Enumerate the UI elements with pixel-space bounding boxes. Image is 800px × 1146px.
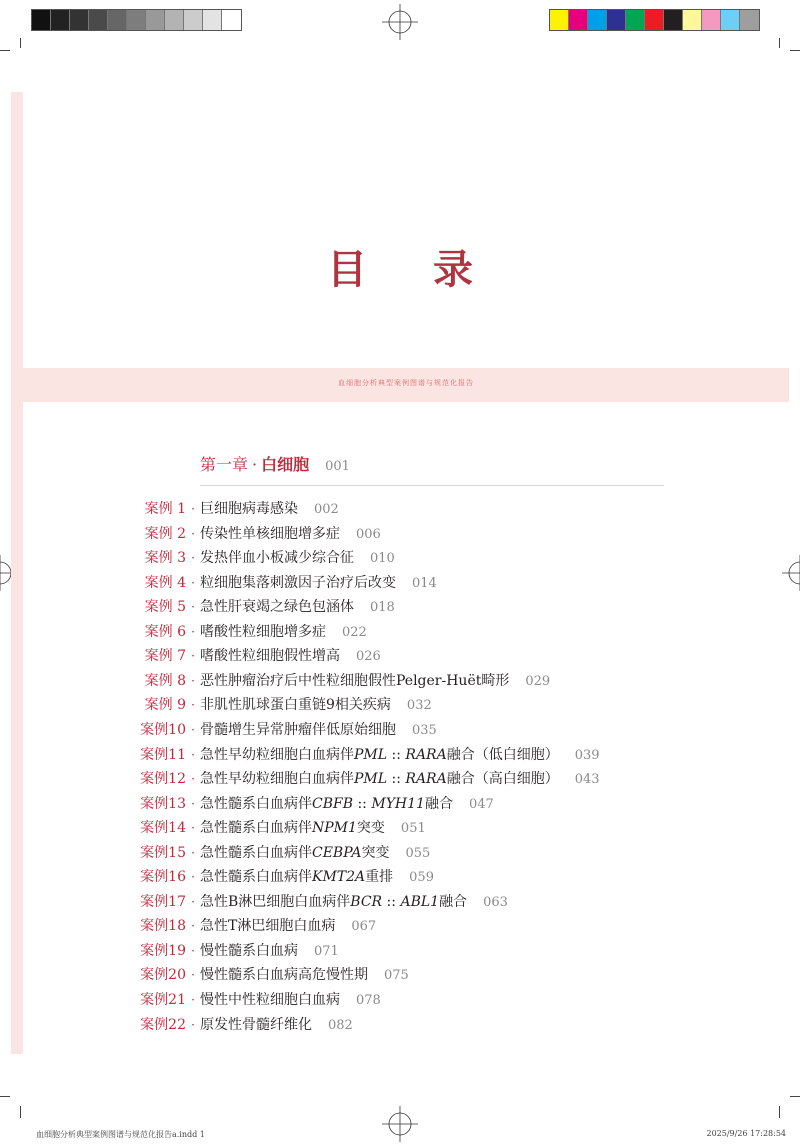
color-swatch [740, 10, 759, 30]
crop-mark [20, 38, 21, 48]
separator-dot: · [191, 845, 195, 860]
color-swatch [721, 10, 740, 30]
toc-entry-label: 案例22 [140, 1016, 186, 1033]
registration-mark-right [782, 555, 800, 591]
crop-mark [20, 1106, 21, 1118]
color-swatch [32, 10, 51, 30]
separator-dot: · [191, 649, 195, 664]
toc-entry-page-number: 002 [314, 502, 339, 517]
color-swatch [683, 10, 702, 30]
page-title: 目 录 [327, 246, 499, 293]
toc-entry-title: 非肌性肌球蛋白重链9相关疾病 [200, 697, 391, 714]
toc-entry[interactable] [100, 768, 600, 790]
crop-mark [779, 1106, 780, 1118]
toc-entry-title: 慢性髓系白血病高危慢性期 [200, 967, 368, 984]
toc-entry[interactable] [100, 866, 434, 888]
separator-dot: · [191, 894, 195, 909]
registration-mark-top [382, 4, 418, 40]
separator-dot: · [191, 526, 195, 541]
toc-entry-page-number: 022 [342, 624, 367, 640]
crop-mark [779, 38, 780, 48]
footer-file-name: 血细胞分析典型案例图谱与规范化报告a.indd 1 [36, 1130, 205, 1139]
toc-entry-title: 急性早幼粒细胞白血病伴PML :: RARA融合（高白细胞） [200, 771, 559, 788]
toc-entry-label: 案例13 [140, 795, 186, 812]
color-swatch [607, 10, 626, 30]
toc-entry-label: 案例 2 [144, 525, 186, 542]
toc-entry-page-number: 035 [412, 722, 437, 738]
toc-entry-page-number: 082 [328, 1017, 353, 1033]
separator-dot: · [191, 747, 195, 762]
separator-dot: · [191, 993, 195, 1007]
toc-entry-label: 案例12 [140, 771, 186, 788]
toc-entry-title: 慢性中性粒细胞白血病 [200, 992, 340, 1008]
color-swatch [702, 10, 721, 30]
toc-entry-label: 案例15 [140, 844, 186, 861]
toc-entry-title: 嗜酸性粒细胞增多症 [200, 623, 326, 640]
toc-entry[interactable] [100, 842, 430, 864]
toc-entry-page-number: 026 [356, 649, 381, 665]
toc-entry[interactable] [100, 964, 409, 986]
toc-entry-title: 急性T淋巴细胞白血病 [200, 918, 336, 935]
toc-entry-page-number: 010 [370, 551, 395, 567]
color-swatch [203, 10, 222, 30]
separator-dot: · [191, 1017, 195, 1032]
toc-entry-title: 急性髓系白血病伴NPM1突变 [200, 820, 385, 837]
separator-dot: · [191, 821, 195, 836]
toc-entry-label: 案例18 [140, 918, 186, 935]
toc-entry-title: 恶性肿瘤治疗后中性粒细胞假性Pelger-Huët畸形 [200, 672, 510, 689]
toc-entry-label: 案例 6 [144, 623, 186, 640]
separator-dot: · [191, 600, 195, 615]
toc-entry-label: 案例 3 [144, 550, 186, 567]
toc-entry[interactable] [100, 1014, 353, 1036]
separator-dot: · [191, 796, 195, 811]
header-band-text: 血细胞分析典型案例图谱与规范化报告 [338, 379, 474, 387]
separator-dot: · [191, 943, 195, 958]
toc-entry-page-number: 078 [356, 993, 381, 1008]
toc-entry[interactable] [100, 498, 339, 520]
toc-entry-page-number: 071 [314, 943, 339, 959]
toc-entry-title: 原发性骨髓纤维化 [200, 1016, 312, 1033]
toc-entry-page-number: 055 [405, 845, 431, 861]
toc-entry-label: 案例 5 [144, 599, 186, 616]
toc-entry[interactable] [100, 572, 437, 594]
chapter-label: 第一章 [200, 455, 249, 474]
color-swatch [51, 10, 70, 30]
color-swatch [550, 10, 569, 30]
toc-entry[interactable] [100, 670, 550, 692]
chapter-divider [200, 485, 664, 486]
separator-dot: · [191, 870, 195, 885]
toc-entry-label: 案例11 [140, 746, 186, 763]
separator-dot: · [191, 722, 195, 737]
toc-entry-page-number: 032 [406, 698, 432, 714]
color-swatch [184, 10, 203, 30]
toc-entry-title: 粒细胞集落刺激因子治疗后改变 [200, 574, 396, 591]
footer-timestamp: 2025/9/26 17:28:54 [706, 1129, 786, 1138]
toc-entry-label: 案例14 [140, 820, 186, 837]
color-calibration-bar [550, 10, 759, 30]
toc-entry-label: 案例 8 [144, 672, 186, 689]
toc-entry-page-number: 059 [409, 870, 434, 886]
toc-entry-label: 案例 1 [144, 501, 186, 517]
toc-entry-page-number: 063 [483, 894, 508, 910]
toc-entry-title: 巨细胞病毒感染 [200, 501, 298, 517]
color-swatch [569, 10, 588, 30]
toc-entry-page-number: 043 [574, 772, 600, 788]
toc-entry[interactable] [100, 793, 494, 815]
toc-entry-page-number: 051 [400, 821, 426, 837]
chapter-title: 白细胞 [261, 455, 310, 474]
toc-entry-title: 急性髓系白血病伴CBFB :: MYH11融合 [200, 795, 453, 812]
color-swatch [89, 10, 108, 30]
registration-mark-bottom [382, 1106, 418, 1142]
toc-entry[interactable] [100, 817, 426, 839]
color-swatch [626, 10, 645, 30]
color-swatch [664, 10, 683, 30]
toc-entry-page-number: 029 [525, 673, 551, 689]
crop-mark [790, 1096, 800, 1097]
toc-entry-page-number: 047 [468, 796, 494, 812]
toc-entry-label: 案例19 [140, 942, 186, 959]
toc-entry-label: 案例 4 [144, 574, 186, 591]
toc-entry[interactable] [100, 915, 376, 937]
crop-mark [790, 50, 800, 51]
toc-entry[interactable] [100, 719, 437, 741]
color-swatch [146, 10, 165, 30]
color-swatch [645, 10, 664, 30]
toc-entry[interactable] [100, 891, 508, 913]
toc-entry-label: 案例20 [140, 967, 186, 984]
toc-entry-title: 急性肝衰竭之绿色包涵体 [200, 599, 354, 616]
gray-calibration-bar [32, 10, 241, 30]
toc-entry-title: 慢性髓系白血病 [200, 942, 298, 959]
toc-entry-page-number: 014 [412, 575, 437, 591]
toc-entry[interactable] [100, 547, 395, 569]
chapter-page-number: 001 [325, 459, 350, 474]
toc-entry[interactable] [100, 694, 432, 716]
color-swatch [588, 10, 607, 30]
crop-mark [0, 50, 10, 51]
toc-entry-title: 急性B淋巴细胞白血病伴BCR :: ABL1融合 [200, 893, 468, 910]
toc-entry-page-number: 018 [370, 600, 395, 616]
separator-dot: · [191, 575, 195, 590]
left-decorative-band [11, 92, 23, 1054]
toc-entry[interactable] [100, 744, 600, 766]
color-swatch [108, 10, 127, 30]
separator-dot: · [191, 772, 195, 787]
toc-entry-label: 案例17 [140, 893, 186, 910]
toc-entry-title: 传染性单核细胞增多症 [200, 525, 340, 542]
toc-entry[interactable] [100, 621, 367, 643]
separator-dot: · [191, 551, 195, 566]
toc-entry-title: 发热伴血小板减少综合征 [200, 550, 354, 567]
toc-entry-title: 急性髓系白血病伴KMT2A重排 [200, 869, 394, 886]
separator-dot: · [191, 698, 195, 713]
toc-entry-label: 案例16 [140, 869, 186, 886]
toc-entry[interactable] [100, 645, 381, 667]
separator-dot: · [252, 455, 258, 474]
toc-entry-label: 案例 7 [144, 648, 186, 665]
separator-dot: · [191, 919, 195, 934]
toc-entry-title: 骨髓增生异常肿瘤伴低原始细胞 [200, 721, 396, 738]
separator-dot: · [191, 673, 195, 688]
toc-entry[interactable] [100, 596, 395, 618]
color-swatch [165, 10, 184, 30]
toc-entry-label: 案例10 [140, 721, 186, 738]
toc-entry-page-number: 006 [356, 526, 381, 542]
separator-dot: · [191, 624, 195, 639]
toc-entry-page-number: 075 [384, 968, 409, 984]
toc-entry[interactable] [100, 940, 339, 962]
toc-entry-label: 案例 9 [144, 697, 186, 714]
toc-entry-page-number: 039 [574, 747, 600, 763]
toc-entry-page-number: 067 [351, 919, 377, 935]
color-swatch [70, 10, 89, 30]
toc-entry-title: 急性早幼粒细胞白血病伴PML :: RARA融合（低白细胞） [200, 746, 559, 763]
toc-entry[interactable] [100, 523, 381, 545]
separator-dot: · [191, 968, 195, 983]
crop-mark [0, 1096, 10, 1097]
separator-dot: · [191, 502, 195, 516]
toc-entry-label: 案例21 [140, 992, 186, 1008]
color-swatch [127, 10, 146, 30]
toc-entry-title: 急性髓系白血病伴CEBPA突变 [200, 844, 390, 861]
toc-entry[interactable] [100, 989, 381, 1011]
chapter-heading[interactable] [200, 452, 350, 475]
color-swatch [222, 10, 241, 30]
toc-entry-title: 嗜酸性粒细胞假性增高 [200, 648, 340, 665]
